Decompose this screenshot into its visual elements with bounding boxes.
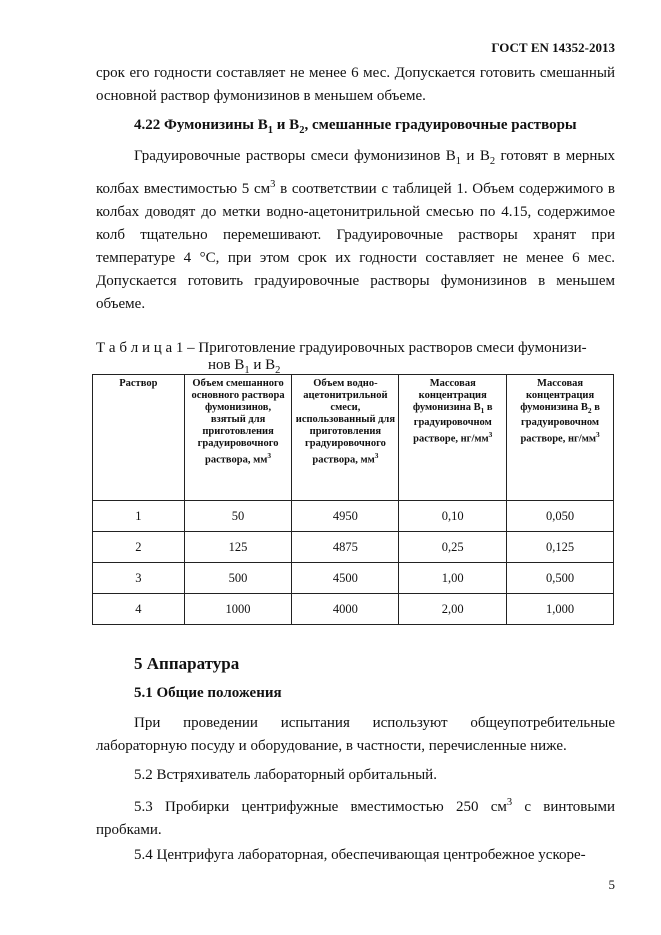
col-header-solution: Раствор (93, 375, 185, 501)
section-4-22-heading: 4.22 Фумонизины $B_1$ и $B_2$, смешанные градуировочные растворы (134, 117, 577, 136)
table-cell: 4 (93, 594, 185, 625)
table-cell: 125 (184, 532, 292, 563)
col-header-b1-concentration: Массовая концентрация фумонизина $B_1$ в градуировочном растворе, $нг/мм^3$ (399, 375, 507, 501)
calibration-table (92, 374, 614, 625)
table-cell: 1,000 (507, 594, 614, 625)
table-cell: 0,050 (507, 501, 614, 532)
section-5-heading: 5 Аппаратура (134, 654, 240, 673)
table-row (93, 501, 614, 532)
table-cell: 2 (93, 532, 185, 563)
table-cell: 4950 (292, 501, 399, 532)
intro-paragraph: срок его годности составляет не менее 6 мес. Допускается готовить смешанный основной раствор фумонизинов в меньшем объеме. (96, 65, 615, 104)
document-code: ГОСТ EN 14352-2013 (491, 40, 615, 55)
table-cell: 50 (184, 501, 292, 532)
col-header-solvent-volume: Объем водно-ацетонитрильной смеси, использованный для приготовления градуировочного раствора, $мм^3$ (292, 375, 399, 501)
table-caption: Т а б л и ц а 1 – Приготовление градуировочных растворов смеси фумонизи- (96, 340, 587, 356)
col-header-stock-volume: Объем смешанного основного раствора фумонизинов, взятый для приготовления градуировочного раствора, $мм^3$ (184, 375, 292, 501)
table-cell: 2,00 (399, 594, 507, 625)
table-cell: 0,500 (507, 563, 614, 594)
table-cell: 0,125 (507, 532, 614, 563)
table-row (93, 532, 614, 563)
col-header-b2-concentration: Массовая концентрация фумонизина $B_2$ в градуировочном растворе, $нг/мм^3$ (507, 375, 614, 501)
table-caption-continued: нов $B_1$ и $B_2$ (208, 357, 281, 376)
section-5-1-heading: 5.1 Общие положения (134, 685, 282, 701)
table-cell: 1000 (184, 594, 292, 625)
table-cell: 4875 (292, 532, 399, 563)
table-cell: 0,25 (399, 532, 507, 563)
table-cell: 3 (93, 563, 185, 594)
section-5-1-paragraph: При проведении испытания используют общеупотребительные лабораторную посуду и оборудование, в частности, перечисленные ниже. (96, 715, 615, 754)
table-row (93, 563, 614, 594)
table-cell: 1 (93, 501, 185, 532)
table-row (93, 594, 614, 625)
page-number: 5 (608, 877, 615, 892)
section-4-22-paragraph: Градуировочные растворы смеси фумонизинов $B_1$ и $B_2$ готовят в мерных колбах вместимостью 5 $см^3$ в соответствии с таблицей 1. Объем содержимого в колбах доводят до метки водно-ацетонитрильной смесью по 4.15, содержимое колб тщательно перемешивают. Градуировочные растворы хранят при температуре 4 °С, при этом срок их годности составляет не менее 6 мес. Допускается готовить градуировочные растворы фумонизинов в меньшем объеме. (96, 148, 615, 312)
table-cell: 4500 (292, 563, 399, 594)
item-5-4: 5.4 Центрифуга лабораторная, обеспечивающая центробежное ускоре- (134, 847, 586, 863)
item-5-2: 5.2 Встряхиватель лабораторный орбитальный. (134, 767, 437, 783)
table-cell: 500 (184, 563, 292, 594)
item-5-3: 5.3 Пробирки центрифужные вместимостью 250 $см^3$ с винтовыми пробками. (96, 797, 615, 838)
table-cell: 4000 (292, 594, 399, 625)
table-cell: 0,10 (399, 501, 507, 532)
table-cell: 1,00 (399, 563, 507, 594)
table-header-row (93, 375, 614, 501)
